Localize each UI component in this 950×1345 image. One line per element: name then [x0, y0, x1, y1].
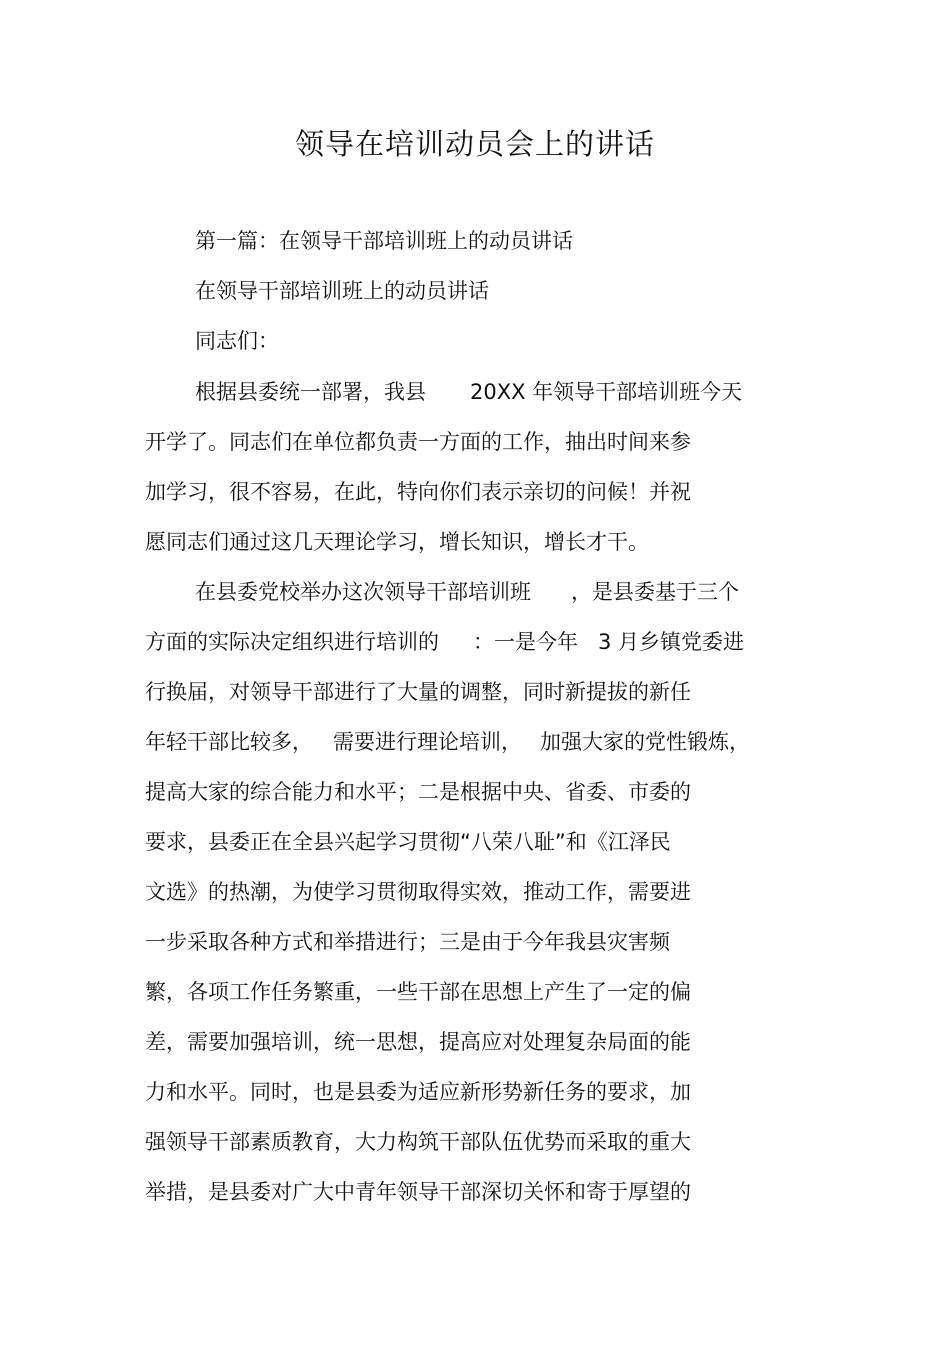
- paragraph-line: [145, 677, 691, 707]
- paragraph-line: [145, 777, 691, 807]
- paragraph-line: [145, 977, 691, 1007]
- paragraph-line: [145, 477, 691, 507]
- section-heading: [195, 226, 573, 256]
- text-run: 愿同志们通过这几天理论学习，增长知识，增长才干。: [145, 530, 649, 554]
- text-run: 同志们：: [195, 329, 279, 353]
- text-run: 在县委党校举办这次领导干部培训班: [195, 580, 531, 604]
- paragraph-line: [145, 427, 691, 457]
- text-run: 3 月乡镇党委进: [598, 630, 745, 654]
- subtitle: [195, 276, 489, 306]
- text-run: 差，需要加强培训，统一思想，提高应对处理复杂局面的能: [145, 1030, 691, 1054]
- paragraph-line: [145, 877, 691, 907]
- paragraph-line: [145, 927, 670, 957]
- text-run: ：一是今年: [473, 630, 578, 654]
- paragraph-line: [145, 627, 744, 657]
- text-run: 20XX 年领导干部培训班今天: [470, 380, 743, 404]
- text-run: 年轻干部比较多，: [145, 730, 313, 754]
- text-run: 要求，县委正在全县兴起学习贯彻“八荣八耻”和《江泽民: [145, 830, 671, 854]
- document-title: 领导在培训动员会上的讲话: [294, 127, 655, 161]
- text-run: ，是县委基于三个: [571, 580, 739, 604]
- salutation: [195, 326, 279, 356]
- text-run: 加学习，很不容易，在此，特向你们表示亲切的问候！并祝: [145, 480, 691, 504]
- paragraph-line: [145, 1027, 691, 1057]
- text-run: 文选》的热潮，为使学习贯彻取得实效，推动工作，需要进: [145, 880, 691, 904]
- paragraph-line: [145, 1177, 691, 1207]
- text-run: 举措，是县委对广大中青年领导干部深切关怀和寄于厚望的: [145, 1180, 691, 1204]
- text-run: 方面的实际决定组织进行培训的: [145, 630, 439, 654]
- text-run: 第一篇：在领导干部培训班上的动员讲话: [195, 229, 573, 253]
- text-run: 开学了。同志们在单位都负责一方面的工作，抽出时间来参: [145, 430, 691, 454]
- paragraph-line: [145, 527, 649, 557]
- text-run: 繁，各项工作任务繁重，一些干部在思想上产生了一定的偏: [145, 980, 691, 1004]
- text-run: 力和水平。同时，也是县委为适应新形势新任务的要求，加: [145, 1080, 691, 1104]
- paragraph-line: [145, 727, 750, 757]
- paragraph-line: [145, 1077, 691, 1107]
- text-run: 一步采取各种方式和举措进行；三是由于今年我县灾害频: [145, 930, 670, 954]
- paragraph-line: [195, 377, 742, 407]
- text-run: 行换届，对领导干部进行了大量的调整，同时新提拔的新任: [145, 680, 691, 704]
- paragraph-line: [195, 577, 739, 607]
- text-run: 需要进行理论培训，: [333, 730, 522, 754]
- paragraph-line: [145, 827, 671, 857]
- text-run: 加强大家的党性锻炼，: [540, 730, 750, 754]
- paragraph-line: [145, 1127, 691, 1157]
- text-run: 提高大家的综合能力和水平；二是根据中央、省委、市委的: [145, 780, 691, 804]
- text-run: 在领导干部培训班上的动员讲话: [195, 279, 489, 303]
- text-run: 强领导干部素质教育，大力构筑干部队伍优势而采取的重大: [145, 1130, 691, 1154]
- text-run: 根据县委统一部署，我县: [195, 380, 426, 404]
